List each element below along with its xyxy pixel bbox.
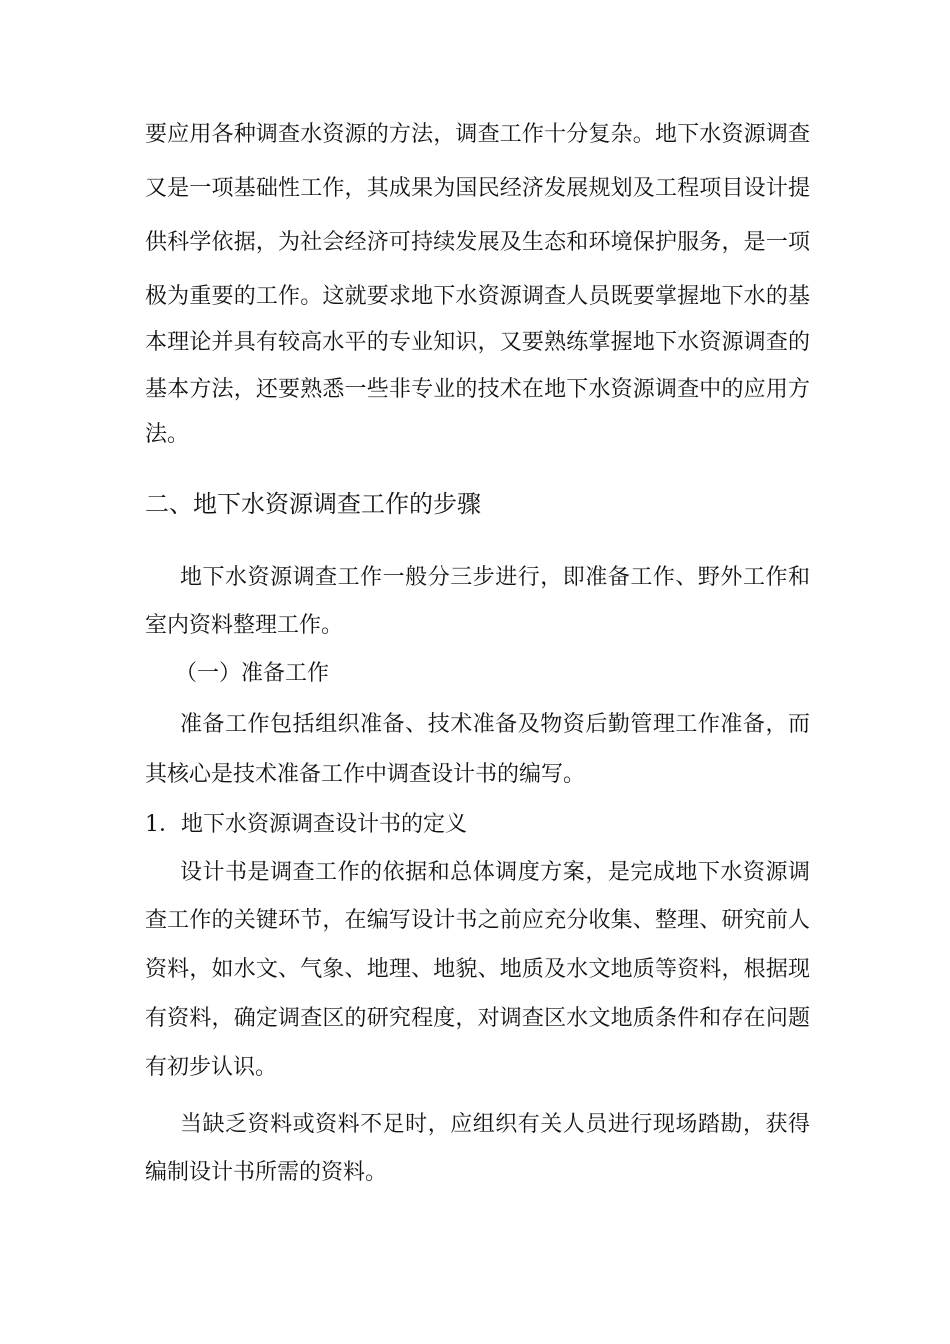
text-line: 地下水资源调查工作一般分三步进行，即准备工作、野外工作和 (180, 565, 810, 590)
text-line: 法。 (145, 422, 190, 447)
section-heading: 二、地下水资源调查工作的步骤 (145, 490, 481, 518)
text-line: 设计书是调查工作的依据和总体调度方案，是完成地下水资源调 (180, 860, 810, 885)
text-line: 准备工作包括组织准备、技术准备及物资后勤管理工作准备，而 (180, 712, 810, 737)
text-line: 查工作的关键环节，在编写设计书之前应充分收集、整理、研究前人 (145, 908, 810, 933)
text-line: 基本方法，还要熟悉一些非专业的技术在地下水资源调查中的应用方 (145, 377, 810, 402)
text-line: 供科学依据，为社会经济可持续发展及生态和环境保护服务，是一项 (145, 230, 810, 255)
text-line: 有初步认识。 (145, 1055, 278, 1080)
text-line: 有资料，确定调查区的研究程度，对调查区水文地质条件和存在问题 (145, 1006, 810, 1031)
text-line: 又是一项基础性工作，其成果为国民经济发展规划及工程项目设计提 (145, 176, 810, 201)
text-line: 编制设计书所需的资料。 (145, 1160, 388, 1185)
text-line: 当缺乏资料或资料不足时，应组织有关人员进行现场踏勘，获得 (180, 1112, 810, 1137)
text-line: 资料，如水文、气象、地理、地貌、地质及水文地质等资料，根据现 (145, 957, 810, 982)
text-line: 室内资料整理工作。 (145, 613, 344, 638)
text-line: 极为重要的工作。这就要求地下水资源调查人员既要掌握地下水的基 (145, 284, 810, 309)
text-line: 要应用各种调查水资源的方法，调查工作十分复杂。地下水资源调查 (145, 122, 810, 147)
text-line: 其核心是技术准备工作中调查设计书的编写。 (145, 762, 586, 787)
item-heading: 1．地下水资源调查设计书的定义 (145, 812, 467, 837)
text-line: 本理论并具有较高水平的专业知识，又要熟练掌握地下水资源调查的 (145, 330, 810, 355)
subsection-heading: （一）准备工作 (175, 661, 330, 686)
